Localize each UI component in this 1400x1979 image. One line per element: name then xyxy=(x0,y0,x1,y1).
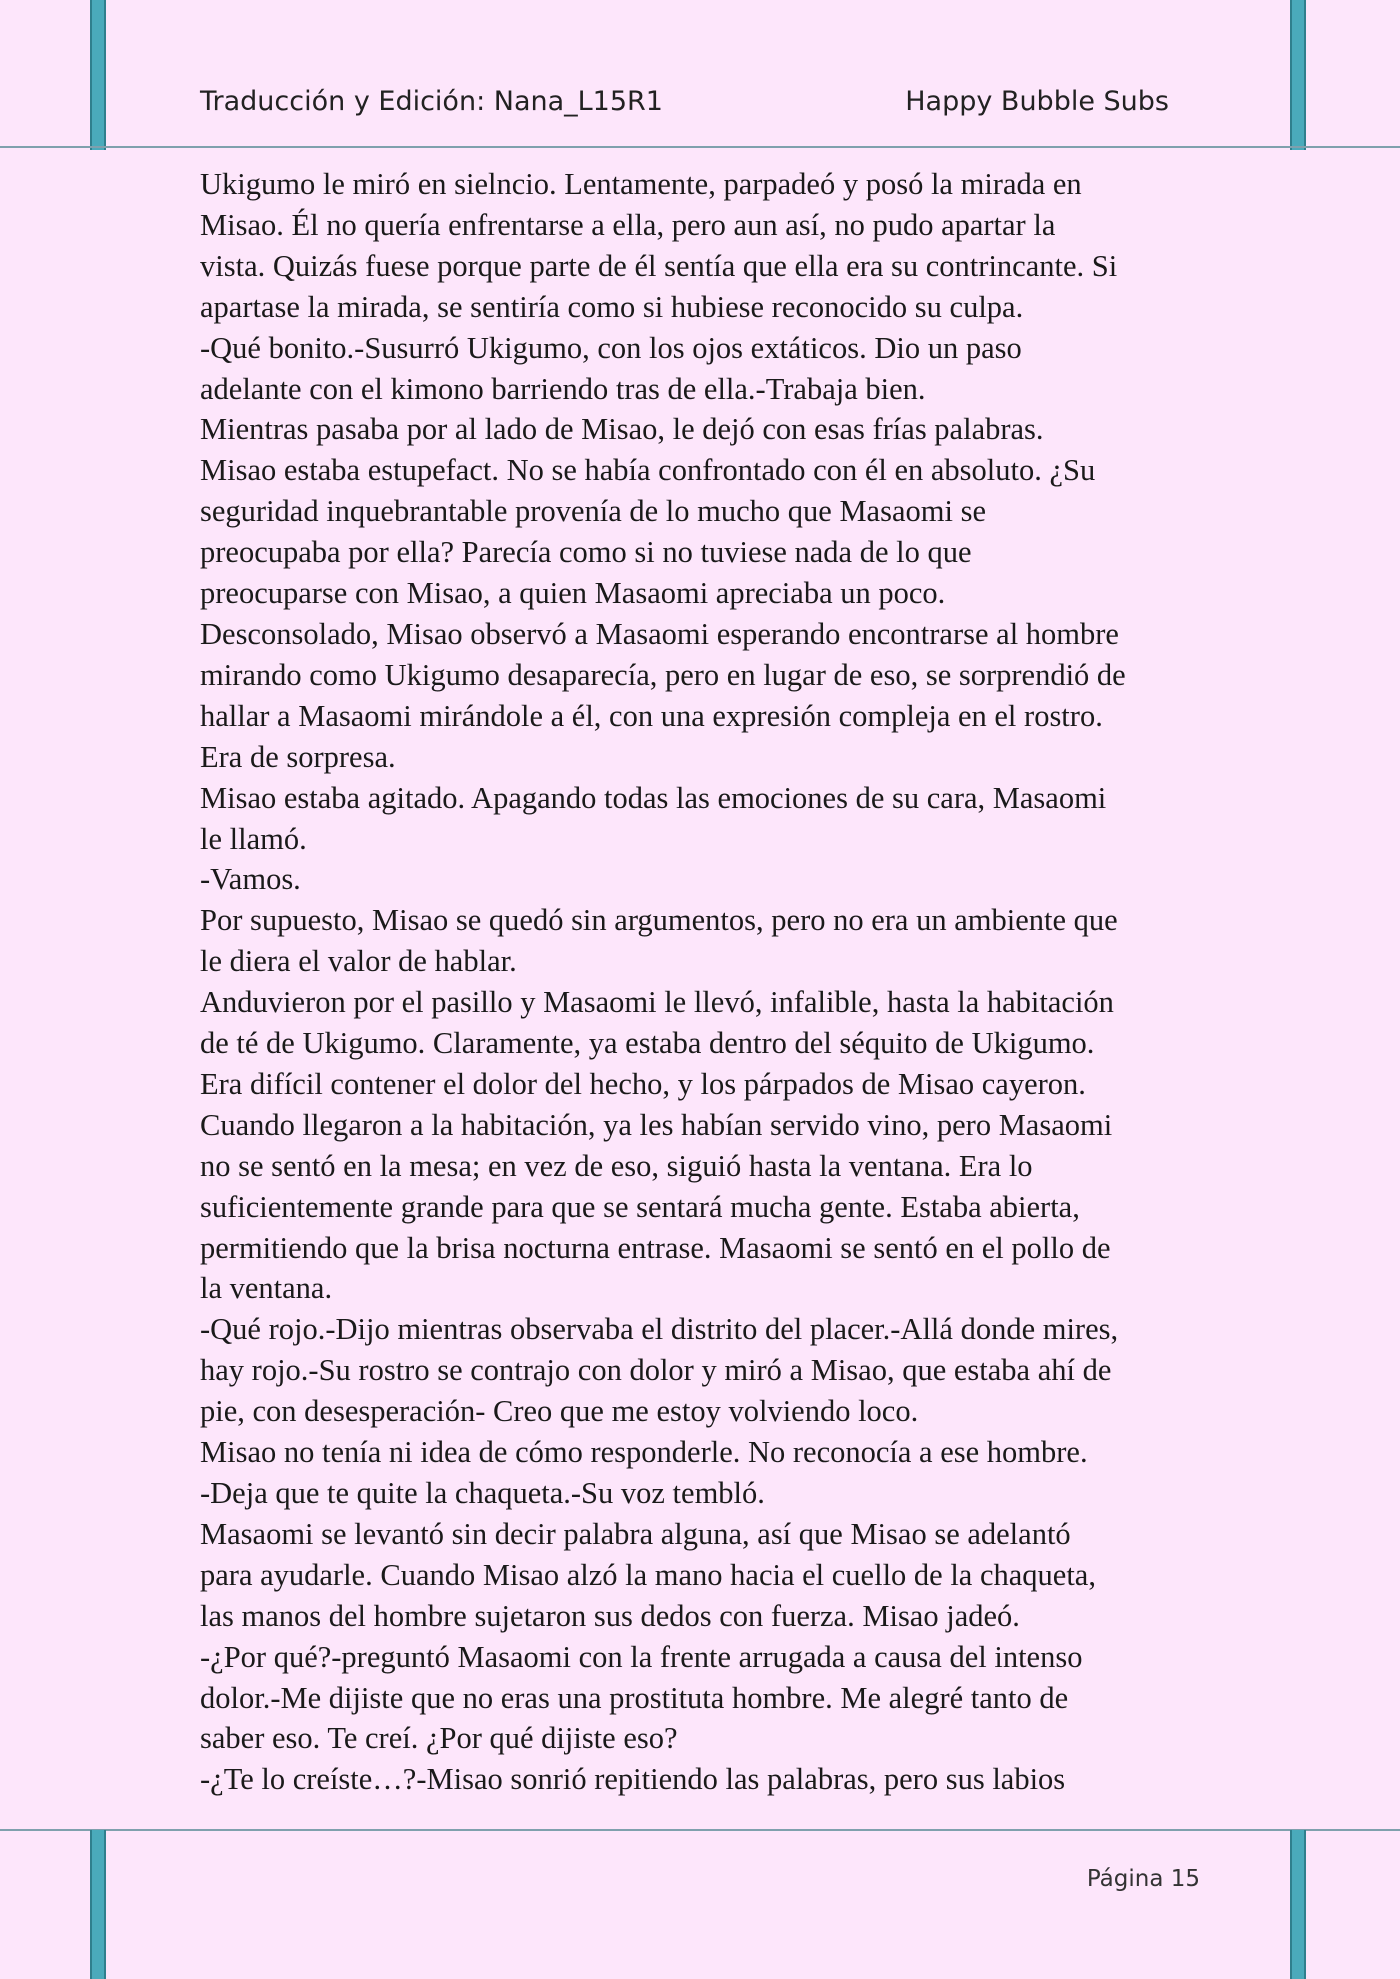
body-line: -¿Te lo creíste…?-Misao sonrió repitiendo las palabras, pero sus labios xyxy=(200,1762,1066,1797)
body-line: Era de sorpresa. xyxy=(200,739,396,774)
body-line: saber eso. Te creí. ¿Por qué dijiste eso? xyxy=(200,1721,678,1756)
body-line: Masaomi se levantó sin decir palabra alguna, así que Misao se adelantó xyxy=(200,1516,1071,1551)
body-line: preocupaba por ella? Parecía como si no tuviese nada de lo que xyxy=(200,535,972,570)
body-line: Misao estaba agitado. Apagando todas las emociones de su cara, Masaomi xyxy=(200,780,1107,815)
body-line: Misao no tenía ni idea de cómo responderle. No reconocía a ese hombre. xyxy=(200,1435,1088,1470)
body-line: -Vamos. xyxy=(200,862,301,897)
body-line: -Qué bonito.-Susurró Ukigumo, con los ojos extáticos. Dio un paso xyxy=(200,330,1022,365)
body-line: -Qué rojo.-Dijo mientras observaba el distrito del placer.-Allá donde mires, xyxy=(200,1312,1119,1347)
body-line: seguridad inquebrantable provenía de lo mucho que Masaomi se xyxy=(200,494,986,529)
header-group-name: Happy Bubble Subs xyxy=(905,86,1169,117)
body-line: Desconsolado, Misao observó a Masaomi esperando encontrarse al hombre xyxy=(200,616,1119,651)
body-line: apartase la mirada, se sentiría como si hubiese reconocido su culpa. xyxy=(200,289,1024,324)
body-line: las manos del hombre sujetaron sus dedos con fuerza. Misao jadeó. xyxy=(200,1598,1020,1633)
body-line: Misao estaba estupefact. No se había confrontado con él en absoluto. ¿Su xyxy=(200,453,1096,488)
body-line: Por supuesto, Misao se quedó sin argumentos, pero no era un ambiente que xyxy=(200,903,1118,938)
footer-rule xyxy=(0,1829,1400,1831)
body-line: la ventana. xyxy=(200,1271,333,1306)
body-line: suficientemente grande para que se sentará mucha gente. Estaba abierta, xyxy=(200,1189,1080,1224)
body-line: dolor.-Me dijiste que no eras una prostituta hombre. Me alegré tanto de xyxy=(200,1680,1069,1715)
body-line: hay rojo.-Su rostro se contrajo con dolor y miró a Misao, que estaba ahí de xyxy=(200,1353,1112,1388)
bottom-left-accent-bar xyxy=(90,1830,106,1979)
header-translator-credit: Traducción y Edición: Nana_L15R1 xyxy=(200,86,663,117)
body-line: no se sentó en la mesa; en vez de eso, siguió hasta la ventana. Era lo xyxy=(200,1148,1033,1183)
body-line: Anduvieron por el pasillo y Masaomi le llevó, infalible, hasta la habitación xyxy=(200,985,1114,1020)
body-line: le diera el valor de hablar. xyxy=(200,944,517,979)
body-line: vista. Quizás fuese porque parte de él sentía que ella era su contrincante. Si xyxy=(200,248,1118,283)
body-line: mirando como Ukigumo desaparecía, pero en lugar de eso, se sorprendió de xyxy=(200,657,1126,692)
bottom-right-accent-bar xyxy=(1290,1830,1306,1979)
top-right-accent-bar xyxy=(1290,0,1306,150)
body-line: hallar a Masaomi mirándole a él, con una expresión compleja en el rostro. xyxy=(200,698,1103,733)
body-line: adelante con el kimono barriendo tras de ella.-Trabaja bien. xyxy=(200,371,926,406)
body-line: le llamó. xyxy=(200,821,307,856)
body-line: -Deja que te quite la chaqueta.-Su voz tembló. xyxy=(200,1476,765,1510)
body-line: Ukigumo le miró en sielncio. Lentamente, parpadeó y posó la mirada en xyxy=(200,167,1082,201)
body-line: Cuando llegaron a la habitación, ya les habían servido vino, pero Masaomi xyxy=(200,1107,1113,1142)
body-line: permitiendo que la brisa nocturna entrase. Masaomi se sentó en el pollo de xyxy=(200,1230,1111,1265)
body-line: -¿Por qué?-preguntó Masaomi con la frente arrugada a causa del intenso xyxy=(200,1639,1083,1674)
body-line: Era difícil contener el dolor del hecho, y los párpados de Misao cayeron. xyxy=(200,1066,1086,1101)
body-line: Mientras pasaba por al lado de Misao, le dejó con esas frías palabras. xyxy=(200,412,1044,447)
page-body xyxy=(200,164,1210,1800)
body-line: de té de Ukigumo. Claramente, ya estaba dentro del séquito de Ukigumo. xyxy=(200,1026,1095,1061)
header-rule xyxy=(0,146,1400,148)
body-line: para ayudarle. Cuando Misao alzó la mano hacia el cuello de la chaqueta, xyxy=(200,1557,1096,1592)
page-number: Página 15 xyxy=(1086,1866,1200,1892)
body-line: preocuparse con Misao, a quien Masaomi apreciaba un poco. xyxy=(200,576,946,611)
body-line: Misao. Él no quería enfrentarse a ella, pero aun así, no pudo apartar la xyxy=(200,207,1056,242)
body-line: pie, con desesperación- Creo que me estoy volviendo loco. xyxy=(200,1394,919,1429)
top-left-accent-bar xyxy=(90,0,106,150)
